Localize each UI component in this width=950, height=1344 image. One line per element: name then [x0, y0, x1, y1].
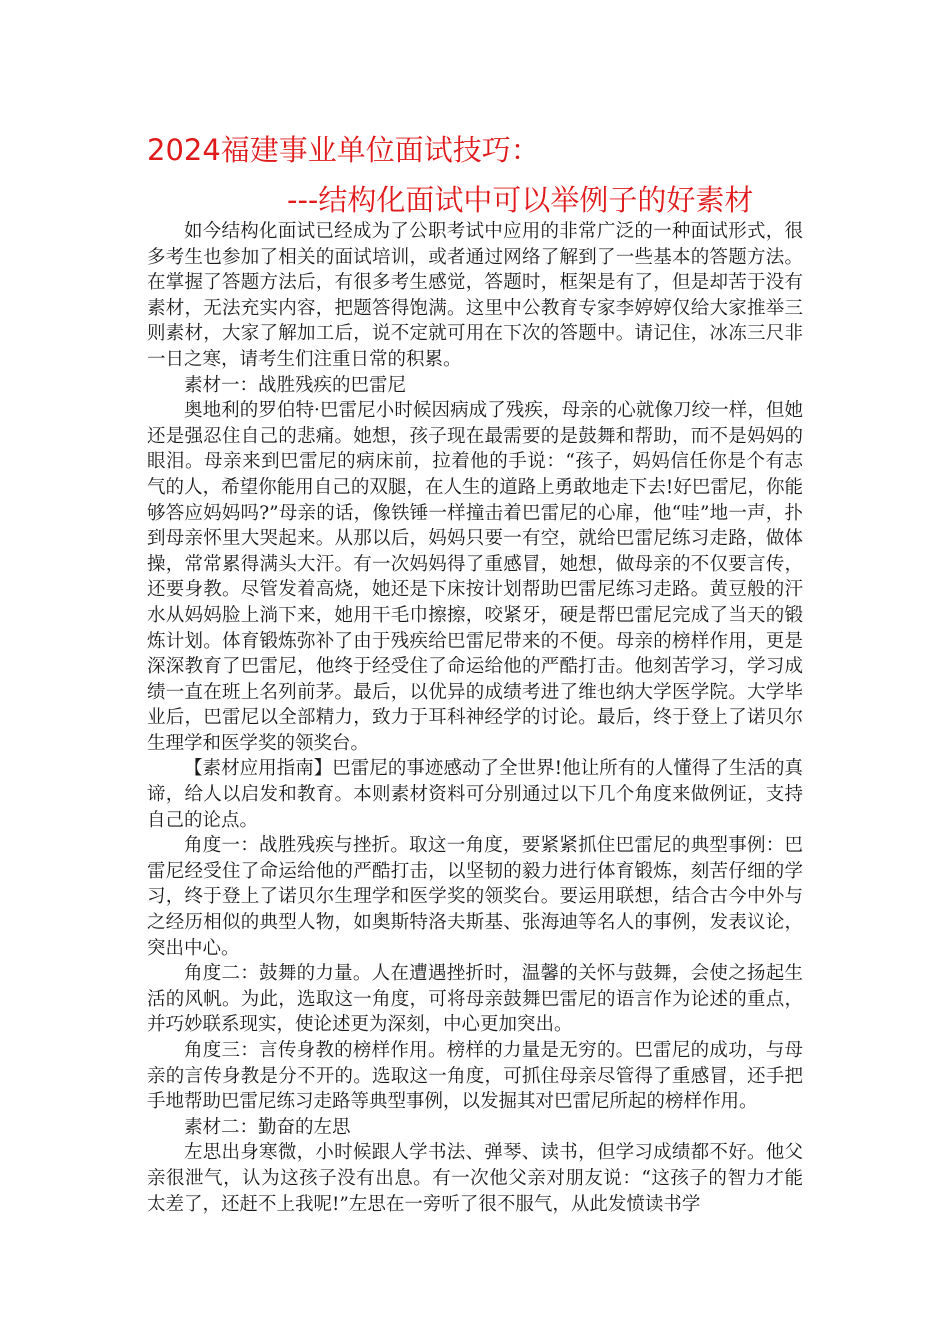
intro-paragraph: 如今结构化面试已经成为了公职考试中应用的非常广泛的一种面试形式，很多考生也参加了相关的面试培训，或者通过网络了解到了一些基本的答题方法。在掌握了答题方法后，有很多考生感觉，答题时，框架是有了，但是却苦于没有素材，无法充实内容，把题答得饱满。这里中公教育专家李婷婷仅给大家推举三则素材，大家了解加工后，说不定就可用在下次的答题中。请记住，冰冻三尺非一日之寒，请考生们注重日常的积累。: [147, 221, 803, 370]
body-paragraph: 奥地利的罗伯特·巴雷尼小时候因病成了残疾，母亲的心就像刀绞一样，但她还是强忍住自己的悲痛。她想，孩子现在最需要的是鼓舞和帮助，而不是妈妈的眼泪。母亲来到巴雷尼的病床前，拉着他的手说：“孩子，妈妈信任你是个有志气的人，希望你能用自己的双腿，在人生的道路上勇敢地走下去!好巴雷尼，你能够答应妈妈吗?”母亲的话，像铁锤一样撞击着巴雷尼的心扉，他“哇”地一声，扑到母亲怀里大哭起来。从那以后，妈妈只要一有空，就给巴雷尼练习走路，做体操，常常累得满头大汗。有一次妈妈得了重感冒，她想，做母亲的不仅要言传，还要身教。尽管发着高烧，她还是下床按计划帮助巴雷尼练习走路。黄豆般的汗水从妈妈脸上淌下来，她用干毛巾擦擦，咬紧牙，硬是帮巴雷尼完成了当天的锻炼计划。体育锻炼弥补了由于残疾给巴雷尼带来的不便。母亲的榜样作用，更是深深教育了巴雷尼，他终于经受住了命运给他的严酷打击。他刻苦学习，学习成绩一直在班上名列前茅。最后，以优异的成绩考进了维也纳大学医学院。大学毕业后，巴雷尼以全部精力，致力于耳科神经学的讨论。最后，终于登上了诺贝尔生理学和医学奖的领奖台。: [147, 400, 803, 754]
document-body: [147, 219, 803, 1217]
document-title: 2024福建事业单位面试技巧：: [147, 133, 540, 167]
section-heading-material-2: 素材二：勤奋的左思: [184, 1116, 351, 1138]
section-heading-material-1: 素材一：战胜残疾的巴雷尼: [184, 374, 407, 396]
body-paragraph: 左思出身寒微，小时候跟人学书法、弹琴、读书，但学习成绩都不好。他父亲很泄气，认为这孩子没有出息。有一次他父亲对朋友说：“这孩子的智力才能太差了，还赶不上我呢!”左思在一旁听了很不服气，从此发愤读书学: [147, 1142, 803, 1215]
body-paragraph: 角度二：鼓舞的力量。人在遭遇挫折时，温馨的关怀与鼓舞，会使之扬起生活的风帆。为此，选取这一角度，可将母亲鼓舞巴雷尼的语言作为论述的重点，并巧妙联系现实，使论述更为深刻，中心更加突出。: [147, 963, 803, 1036]
document-subtitle: ---结构化面试中可以举例子的好素材: [287, 183, 754, 217]
body-paragraph: 角度一：战胜残疾与挫折。取这一角度，要紧紧抓住巴雷尼的典型事例：巴雷尼经受住了命运给他的严酷打击，以坚韧的毅力进行体育锻炼，刻苦仔细的学习，终于登上了诺贝尔生理学和医学奖的领奖台。要运用联想，结合古今中外与之经历相似的典型人物，如奥斯特洛夫斯基、张海迪等名人的事例，发表议论，突出中心。: [147, 835, 803, 959]
body-paragraph: 【素材应用指南】巴雷尼的事迹感动了全世界!他让所有的人懂得了生活的真谛，给人以启发和教育。本则素材资料可分别通过以下几个角度来做例证，支持自己的论点。: [147, 758, 803, 831]
body-paragraph: 角度三：言传身教的榜样作用。榜样的力量是无穷的。巴雷尼的成功，与母亲的言传身教是分不开的。选取这一角度，可抓住母亲尽管得了重感冒，还手把手地帮助巴雷尼练习走路等典型事例，以发掘其对巴雷尼所起的榜样作用。: [147, 1040, 803, 1113]
